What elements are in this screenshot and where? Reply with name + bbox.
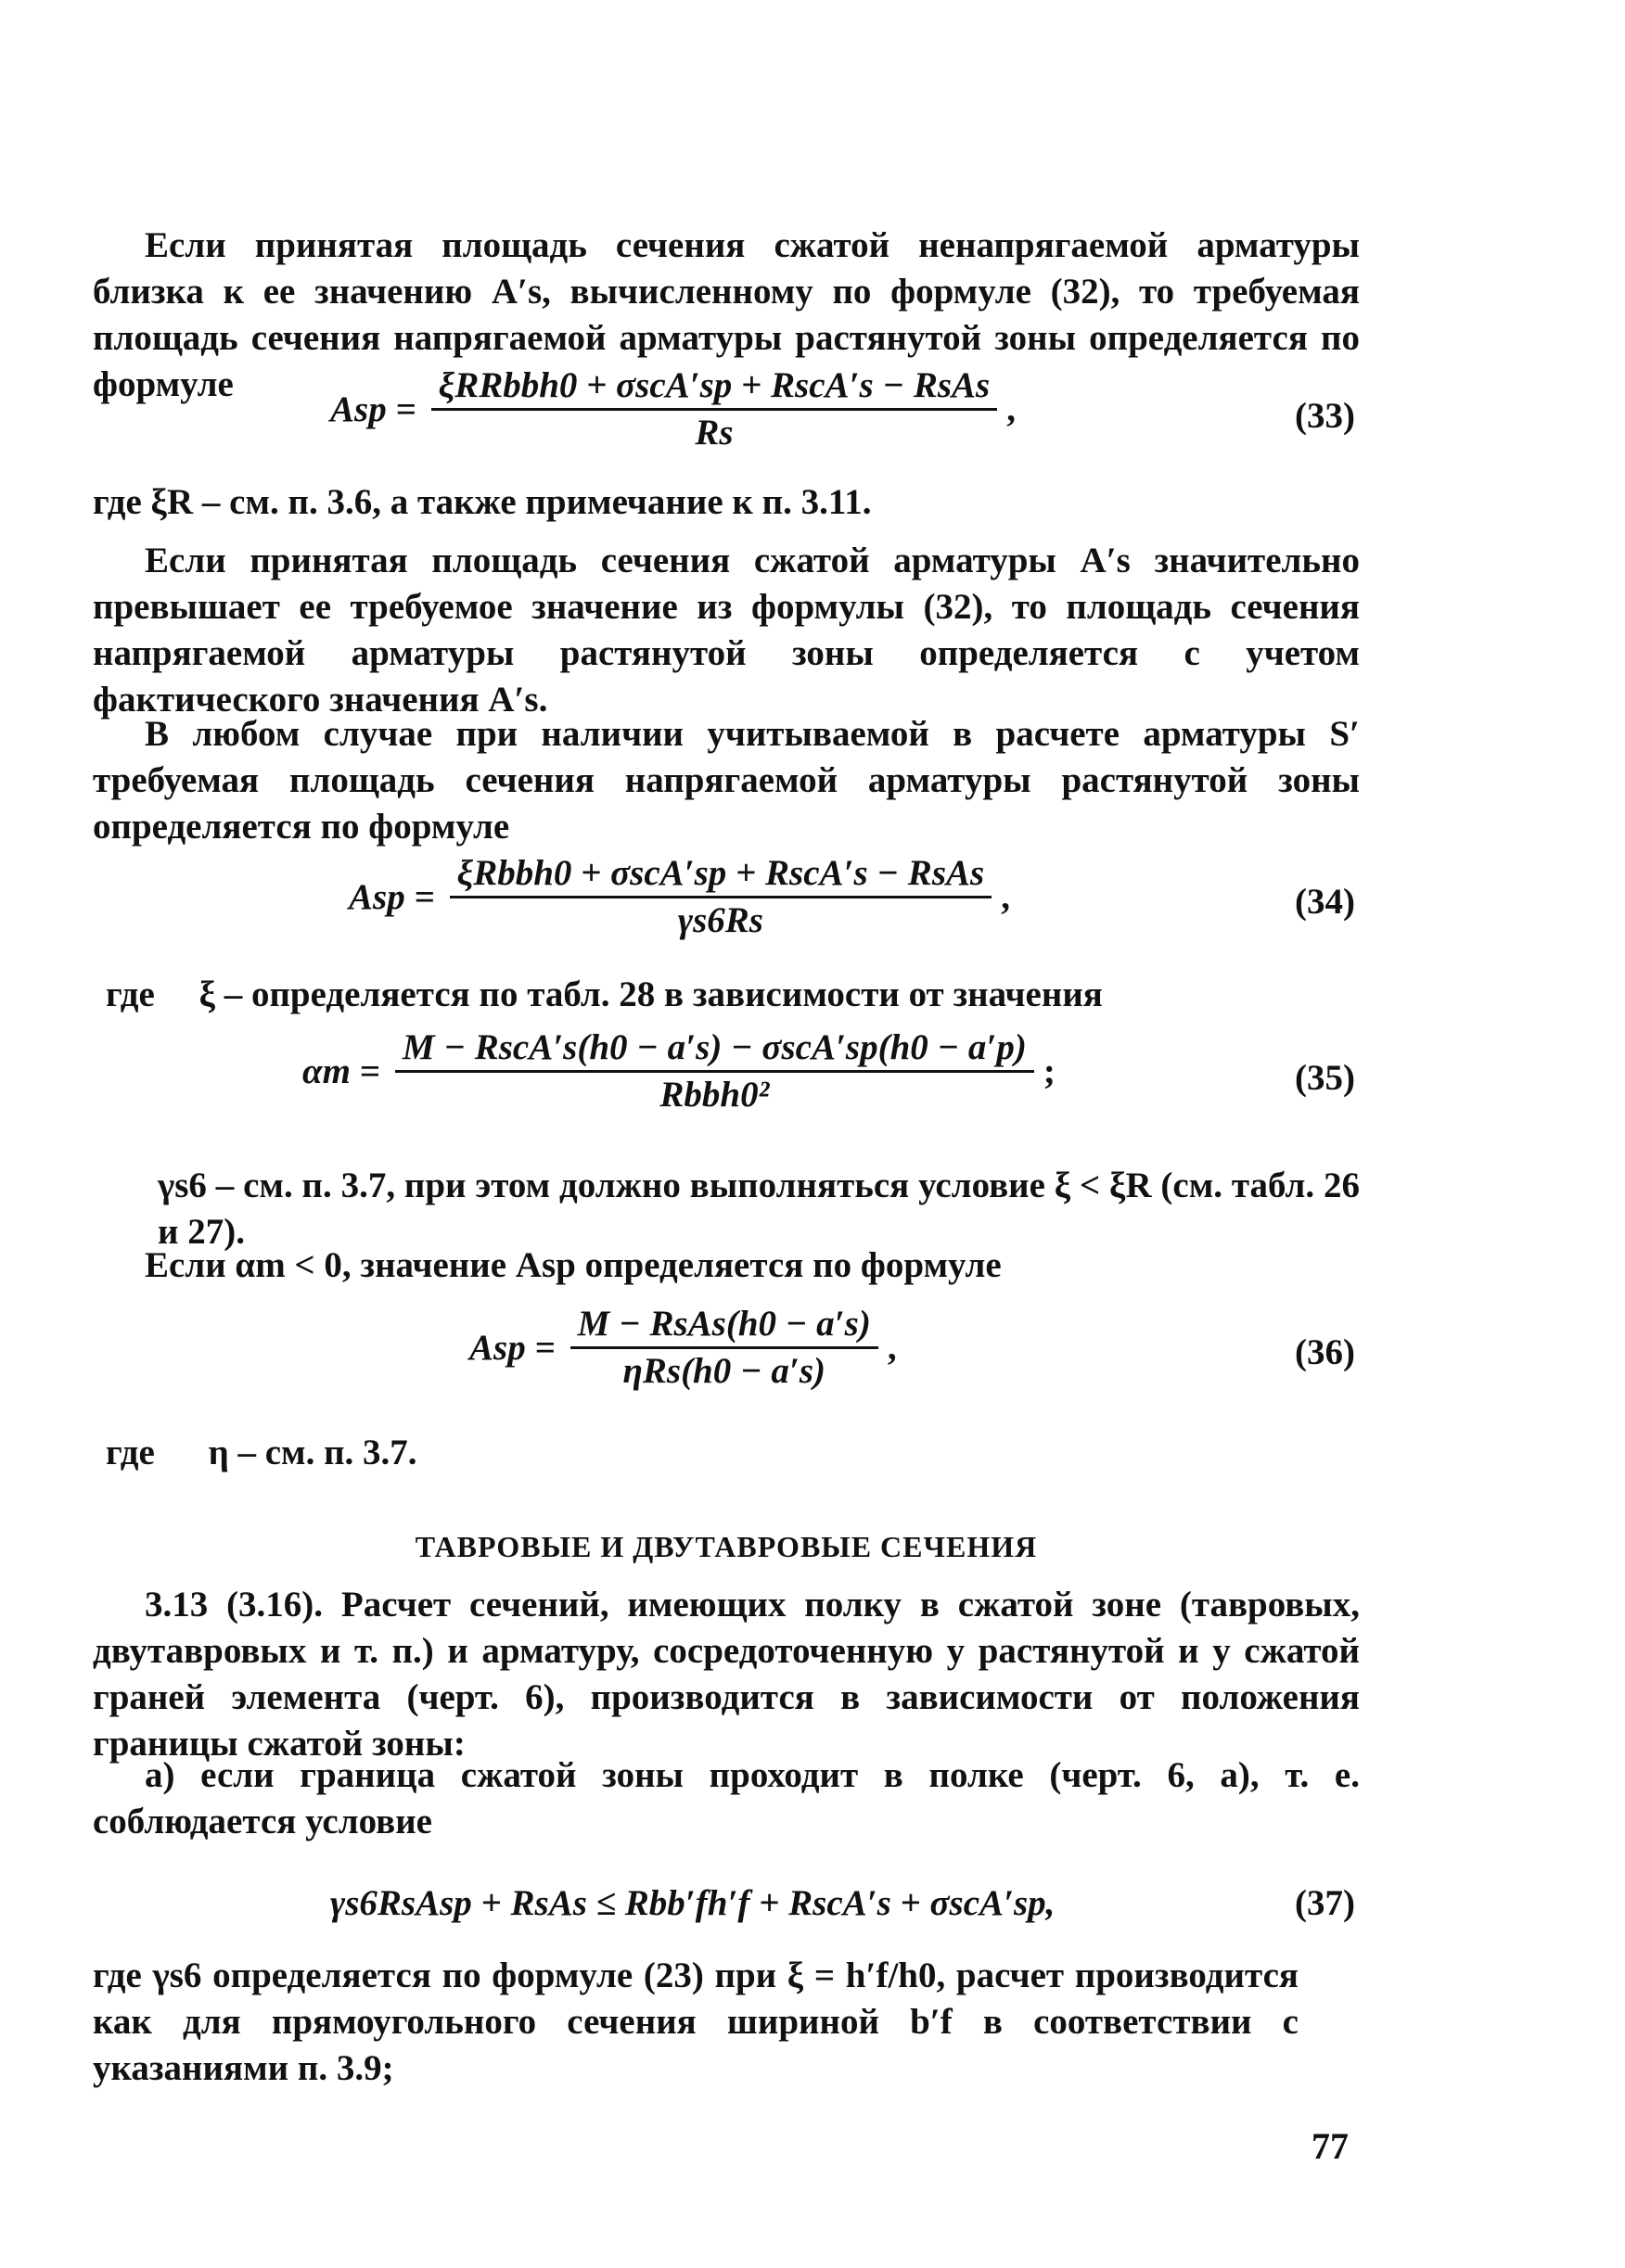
formula-33-punct: , [1006,389,1016,429]
equation-number-33: (33) [1295,396,1355,436]
formula-35-lhs: αm = [302,1051,380,1091]
section-heading: ТАВРОВЫЕ И ДВУТАВРОВЫЕ СЕЧЕНИЯ [415,1530,1038,1563]
page-number: 77 [1312,2125,1349,2167]
formula-36-fraction [570,1302,878,1394]
where-label: где [106,1433,155,1472]
formula-37-expression: γs6RsAsp + RsAs ≤ Rbb′fh′f + RscA′s + σscA′sp, [330,1883,1056,1923]
formula-35-denominator: Rbbh0² [659,1075,770,1115]
formula-33-lhs: Asp = [330,389,416,429]
paragraph-3: Если принятая площадь сечения сжатой арматуры A′s значительно превышает ее требуемое значение из формулы (32), то площадь сечения напрягаемой арматуры растянутой зоны определяется с учетом фактического значения A′s. [93,541,1360,720]
where-label: где [106,975,155,1014]
formula-33-denominator: Rs [695,413,734,452]
formula-33-fraction [431,363,998,455]
formula-36-denominator: ηRs(h0 − a′s) [622,1351,826,1391]
formula-34-denominator: γs6Rs [677,900,763,940]
formula-34-lhs: Asp = [349,876,435,917]
formula-37 [330,1880,1055,1927]
formula-35-fraction [395,1026,1034,1117]
paragraph-11: где γs6 определяется по формуле (23) при ξ = h′f/h0, расчет производится как для прямоугольного сечения шириной b′f в соответствии с указаниями п. 3.9; [93,1956,1299,2088]
equation-number-37: (37) [1295,1883,1355,1923]
formula-34-punct: , [1001,876,1010,917]
where-row-1 [106,972,1103,1018]
paragraph-7: Если αm < 0, значение Asp определяется по формуле [145,1245,1002,1285]
formula-36 [469,1302,897,1394]
equation-number-34: (34) [1295,882,1355,922]
formula-34-fraction [450,851,992,943]
equation-number-36: (36) [1295,1332,1355,1372]
where-text: ξ – определяется по табл. 28 в зависимости от значения [198,975,1103,1014]
formula-36-numerator: M − RsAs(h0 − a′s) [577,1304,871,1344]
formula-36-punct: , [887,1327,897,1368]
formula-34 [349,851,1010,943]
formula-35 [302,1026,1056,1117]
formula-35-numerator: M − RscA′s(h0 − a′s) − σscA′sp(h0 − a′p) [402,1027,1027,1067]
paragraph-6: γs6 – см. п. 3.7, при этом должно выполняться условие ξ < ξR (см. табл. 26 и 27). [158,1166,1360,1252]
formula-36-lhs: Asp = [469,1327,556,1368]
formula-33 [330,363,1016,455]
equation-number-35: (35) [1295,1058,1355,1098]
paragraph-10: а) если граница сжатой зоны проходит в полке (черт. 6, а), т. е. соблюдается условие [93,1755,1360,1841]
formula-33-numerator: ξRRbbh0 + σscA′sp + RscA′s − RsAs [438,365,991,405]
where-row-2 [106,1430,417,1476]
paragraph-2: где ξR – см. п. 3.6, а также примечание к п. 3.11. [93,482,872,522]
formula-35-punct: ; [1043,1051,1056,1091]
paragraph-9: 3.13 (3.16). Расчет сечений, имеющих полку в сжатой зоне (тавровых, двутавровых и т. п.) и арматуру, сосредоточенную у растянутой и у сжатой граней элемента (черт. 6), производится в зависимости от положения границы сжатой зоны: [93,1585,1360,1764]
paragraph-4: В любом случае при наличии учитываемой в расчете арматуры S′ требуемая площадь сечения напрягаемой арматуры растянутой зоны определяется по формуле [93,714,1360,847]
where-text: η – см. п. 3.7. [208,1433,417,1472]
formula-34-numerator: ξRbbh0 + σscA′sp + RscA′s − RsAs [456,853,985,893]
paragraph-1: Если принятая площадь сечения сжатой ненапрягаемой арматуры близка к ее значению A′s, вычисленному по формуле (32), то требуемая площадь сечения напрягаемой арматуры растянутой зоны определяется по формуле [93,225,1360,404]
